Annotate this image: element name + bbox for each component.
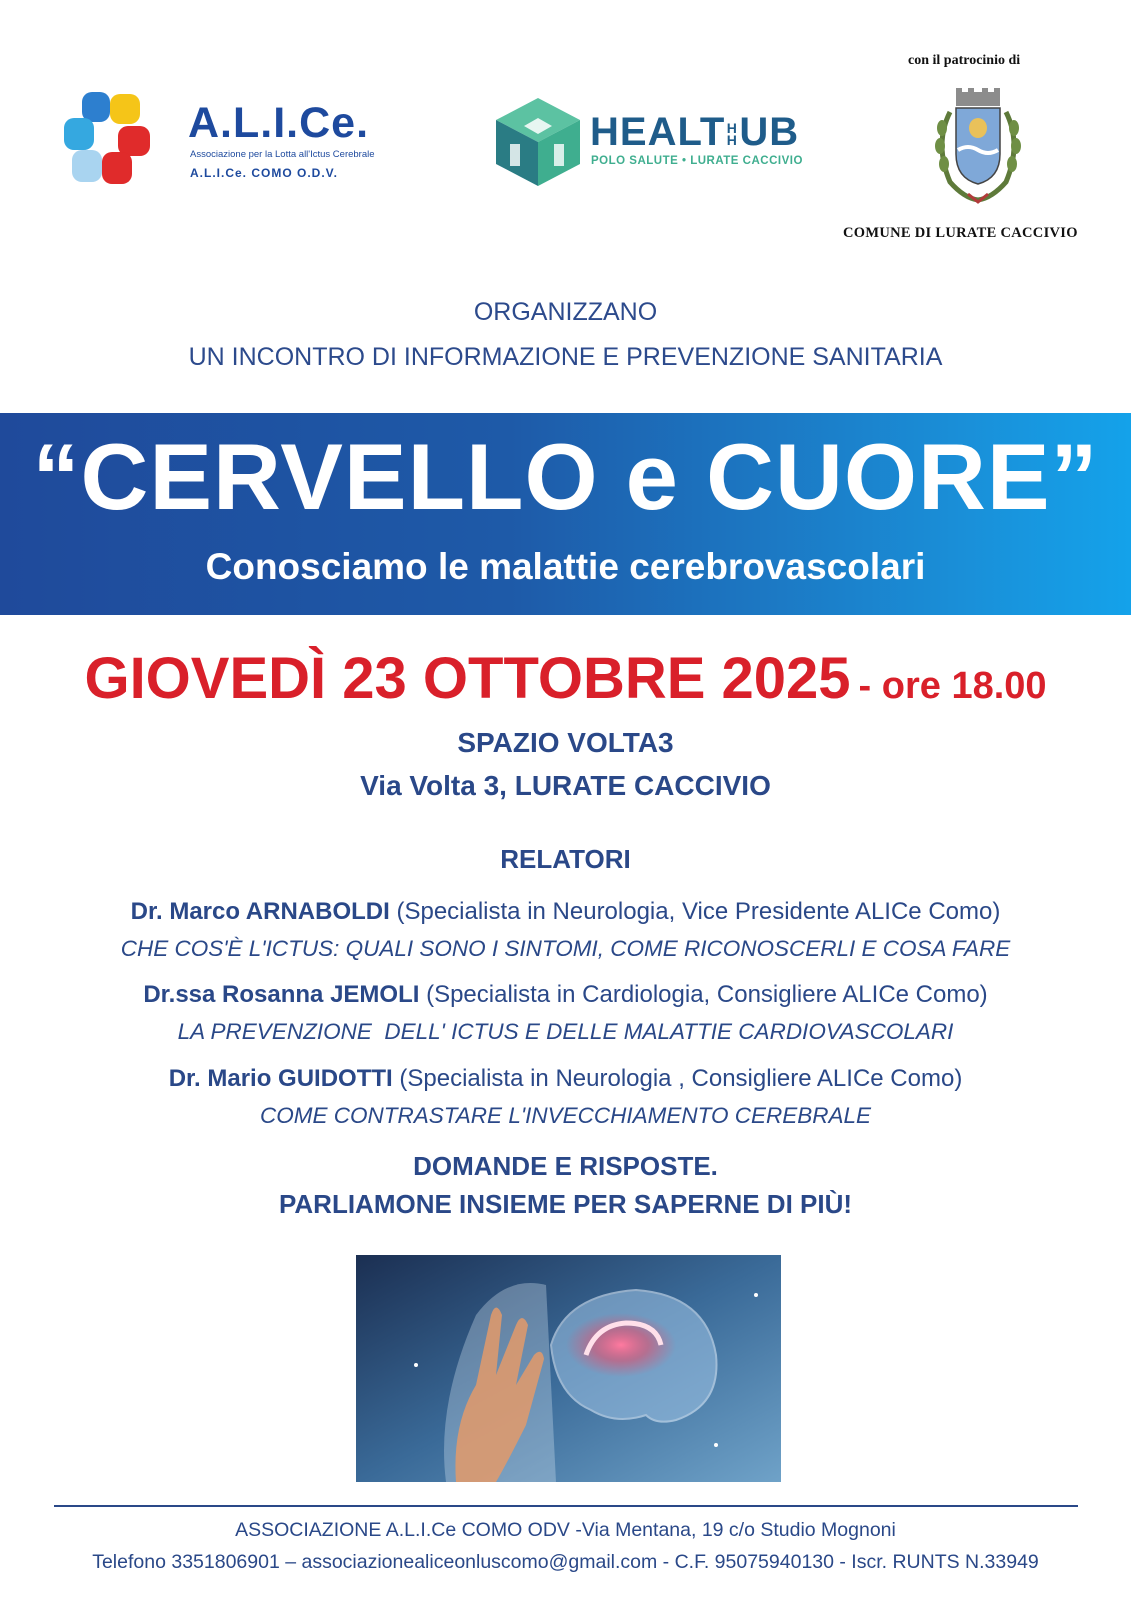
speaker-name: Dr.ssa Rosanna JEMOLI <box>143 981 420 1008</box>
event-date: GIOVEDÌ 23 OTTOBRE 2025 <box>84 646 851 711</box>
healthhub-subtitle: POLO SALUTE • LURATE CACCIVIO <box>591 155 803 167</box>
brain-hologram-image <box>356 1255 781 1482</box>
speaker-role: (Specialista in Cardiologia, Consigliere ALICe Como) <box>426 981 988 1008</box>
alice-puzzle-logo-icon <box>62 90 154 190</box>
speaker-topic: COME CONTRASTARE L'INVECCHIAMENTO CEREBRALE <box>259 1103 872 1128</box>
municipal-crest-icon <box>928 84 1028 209</box>
speaker-2 <box>0 983 1131 1007</box>
healthhub-name <box>590 112 799 152</box>
speaker-1 <box>0 900 1131 924</box>
alice-name: A.L.I.Ce. <box>188 99 370 147</box>
speaker-topic: CHE COS'È L'ICTUS: QUALI SONO I SINTOMI, COME RICONOSCERLI E COSA FARE <box>120 936 1011 961</box>
speaker-topic: LA PREVENZIONE DELL' ICTUS E DELLE MALATTIE CARDIOVASCOLARI <box>177 1019 954 1044</box>
event-time: - ore 18.00 <box>858 665 1047 707</box>
healthhub-mini-h: H H <box>726 119 738 149</box>
qa-heading: DOMANDE E RISPOSTE. <box>413 1151 718 1181</box>
event-subtitle: Conosciamo le malattie cerebrovascolari <box>205 546 926 587</box>
speaker-3 <box>0 1067 1131 1091</box>
patronage-label: con il patrocinio di <box>908 53 1021 68</box>
speaker-name: Dr. Marco ARNABOLDI <box>130 898 390 925</box>
closing-tagline: PARLIAMONE INSIEME PER SAPERNE DI PIÙ! <box>278 1189 853 1219</box>
venue-address: Via Volta 3, LURATE CACCIVIO <box>360 770 771 801</box>
healthhub-name-end: UB <box>739 110 800 154</box>
healthhub-name-start: HEALT <box>590 110 726 154</box>
organizers-line: ORGANIZZANO <box>473 298 658 326</box>
footer-address: ASSOCIAZIONE A.L.I.Ce COMO ODV -Via Mentana, 19 c/o Studio Mognoni <box>235 1519 896 1541</box>
speaker-role: (Specialista in Neurologia, Vice Presidente ALICe Como) <box>396 898 1001 925</box>
venue-name: SPAZIO VOLTA3 <box>457 727 674 758</box>
footer-divider <box>54 1505 1078 1507</box>
alice-description: Associazione per la Lotta all'Ictus Cerebrale <box>190 149 375 160</box>
speaker-name: Dr. Mario GUIDOTTI <box>168 1065 393 1092</box>
footer-contacts: Telefono 3351806901 – associazionealiceonluscomo@gmail.com - C.F. 95075940130 - Iscr. RUNTS N.33949 <box>92 1551 1039 1573</box>
alice-branch: A.L.I.Ce. COMO O.D.V. <box>190 166 338 180</box>
event-title: “CERVELLO e CUORE” <box>32 424 1099 529</box>
speakers-heading: RELATORI <box>500 844 631 874</box>
speaker-role: (Specialista in Neurologia , Consigliere ALICe Como) <box>399 1065 963 1092</box>
municipality-name: COMUNE DI LURATE CACCIVIO <box>843 225 1078 241</box>
event-datetime <box>0 646 1131 711</box>
healthhub-cube-icon <box>494 96 582 188</box>
meeting-description: UN INCONTRO DI INFORMAZIONE E PREVENZIONE SANITARIA <box>188 343 943 371</box>
